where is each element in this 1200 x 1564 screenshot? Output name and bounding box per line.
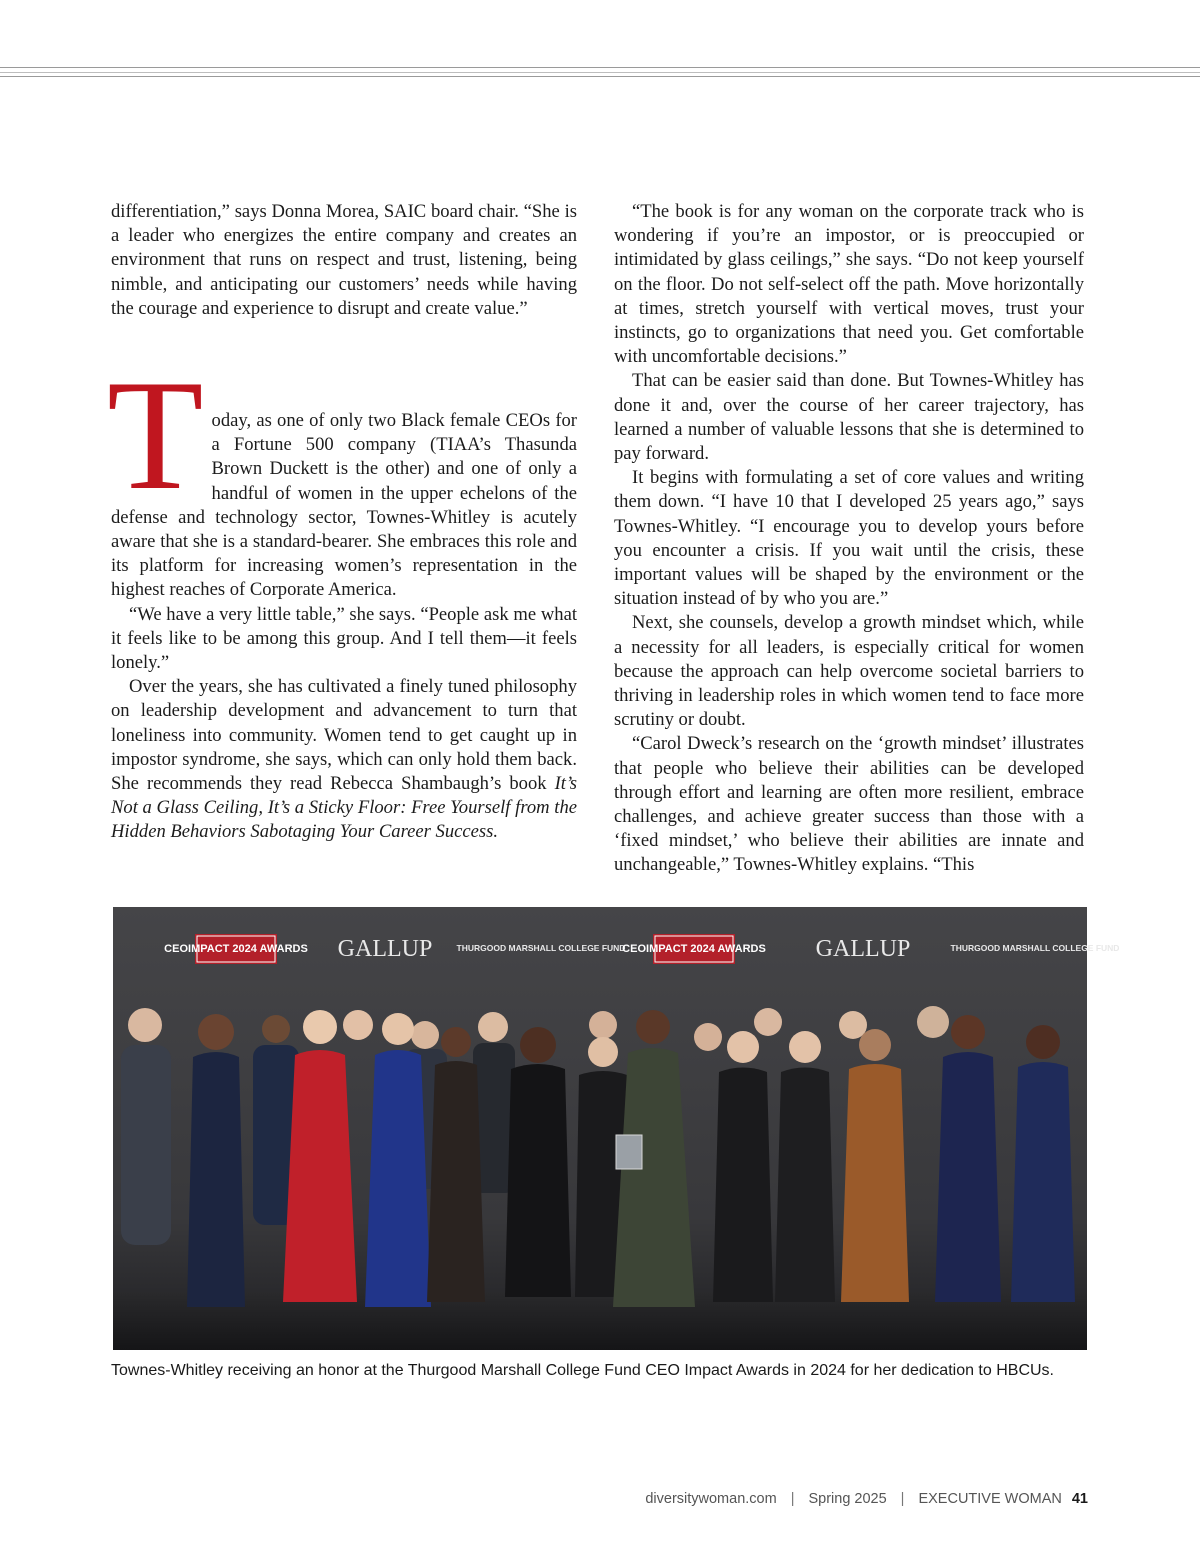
footer-magazine: EXECUTIVE WOMAN [918,1491,1062,1507]
paragraph: That can be easier said than done. But Townes-Whitley has done it and, over the course of her career trajectory, has learned a number of valuable lessons that she is determined to pay forward. [614,370,1084,465]
paragraph: It begins with formulating a set of core values and writing them down. “I have 10 that I developed 25 years ago,” says Townes-Whitley. “I encourage you to develop yours before you encounter a crisis. If you wait until the crisis, these important values will be shaped by the environment or the situation instead of by who you are.” [614,467,1084,610]
logo-text: THURGOOD MARSHALL COLLEGE FUND [950,943,1120,953]
logo-text: CEOIMPACT 2024 AWARDS [164,943,308,955]
group-photo-illustration [113,907,1120,1350]
paragraph: “Carol Dweck’s research on the ‘growth mindset’ illustrates that people who believe their abilities can be developed through effort and learning are often more resilient, embrace challenges, and achieve greater success than those with a ‘fixed mindset,’ who believe their abilities are innate and unchangeable,” Townes-Whitley explains. “This [614,733,1084,876]
left-column [107,200,577,845]
footer-separator: | [900,1491,905,1507]
page-number: 41 [1071,1491,1088,1507]
footer-site: diversitywoman.com [645,1491,777,1507]
top-rule [0,67,1200,68]
paragraph: “We have a very little table,” she says. “People ask me what it feels like to be among this group. And I tell them—it feels lonely.” [111,603,577,674]
paragraph: “The book is for any woman on the corporate track who is wondering if you’re an impostor, or is preoccupied or intimidated by glass ceilings,” she says. “Do not keep yourself on the floor. Do not self-select off the path. Move horizontally at times, stretch yourself with vertical moves, trust your instincts, go to organizations that need you. Get comfortable with uncomfortable decisions.” [614,201,1084,368]
logo-text: THURGOOD MARSHALL COLLEGE FUND [456,943,626,953]
page-footer [645,1491,1088,1507]
logo-text: CEOIMPACT 2024 AWARDS [622,943,766,955]
lead-text: oday, as one of only two Black female CEOs for a Fortune 500 company (TIAA’s Thasunda Brown Duckett is the other) and one of only a handful of women in the upper echelons of the defense and technology sector, Townes-Whitley is acutely aware that she is a standard-bearer. She embraces this role and its platform for increasing women’s representation in the highest reaches of Corporate America. [111,410,577,601]
footer-separator: | [790,1491,795,1507]
backdrop-logo: GALLUP [815,936,911,962]
paragraph: Next, she counsels, develop a growth mindset which, while a necessity for all leaders, is especially critical for women because the approach can help overcome societal barriers to thriving in leadership roles in which women tend to face more scrutiny or doubt. [614,612,1084,731]
top-rule [0,76,1200,77]
photo-caption: Townes-Whitley receiving an honor at the Thurgood Marshall College Fund CEO Impact Awards in 2024 for her dedication to HBCUs. [111,1362,1054,1379]
paragraph: differentiation,” says Donna Morea, SAIC board chair. “She is a leader who energizes the entire company and creates an environment that runs on respect and trust, listening, being nimble, and anticipating our customers’ needs while having the courage and experience to disrupt and create value.” [111,201,577,319]
right-column [614,200,1084,878]
paragraph-text: Over the years, she has cultivated a finely tuned philosophy on leadership development and advancement to turn that loneliness into community. Women tend to get caught up in impostor syndrome, she says, which can only hold them back. She recommends they read Rebecca Shambaugh’s book [111,676,577,795]
paragraph [111,675,577,844]
drop-cap: T [107,348,204,524]
top-rule [0,72,1200,73]
lead-paragraph [107,348,577,603]
book-title: It’s Not a Glass Ceiling, It’s a Sticky Floor: Free Yourself from the Hidden Behaviors Sabotaging Your Career Success. [111,773,577,843]
backdrop-logo: GALLUP [337,936,433,962]
group-photo [113,907,1120,1350]
backdrop-logo [951,943,1120,953]
award-plaque [616,1135,642,1169]
footer-issue: Spring 2025 [808,1491,887,1507]
